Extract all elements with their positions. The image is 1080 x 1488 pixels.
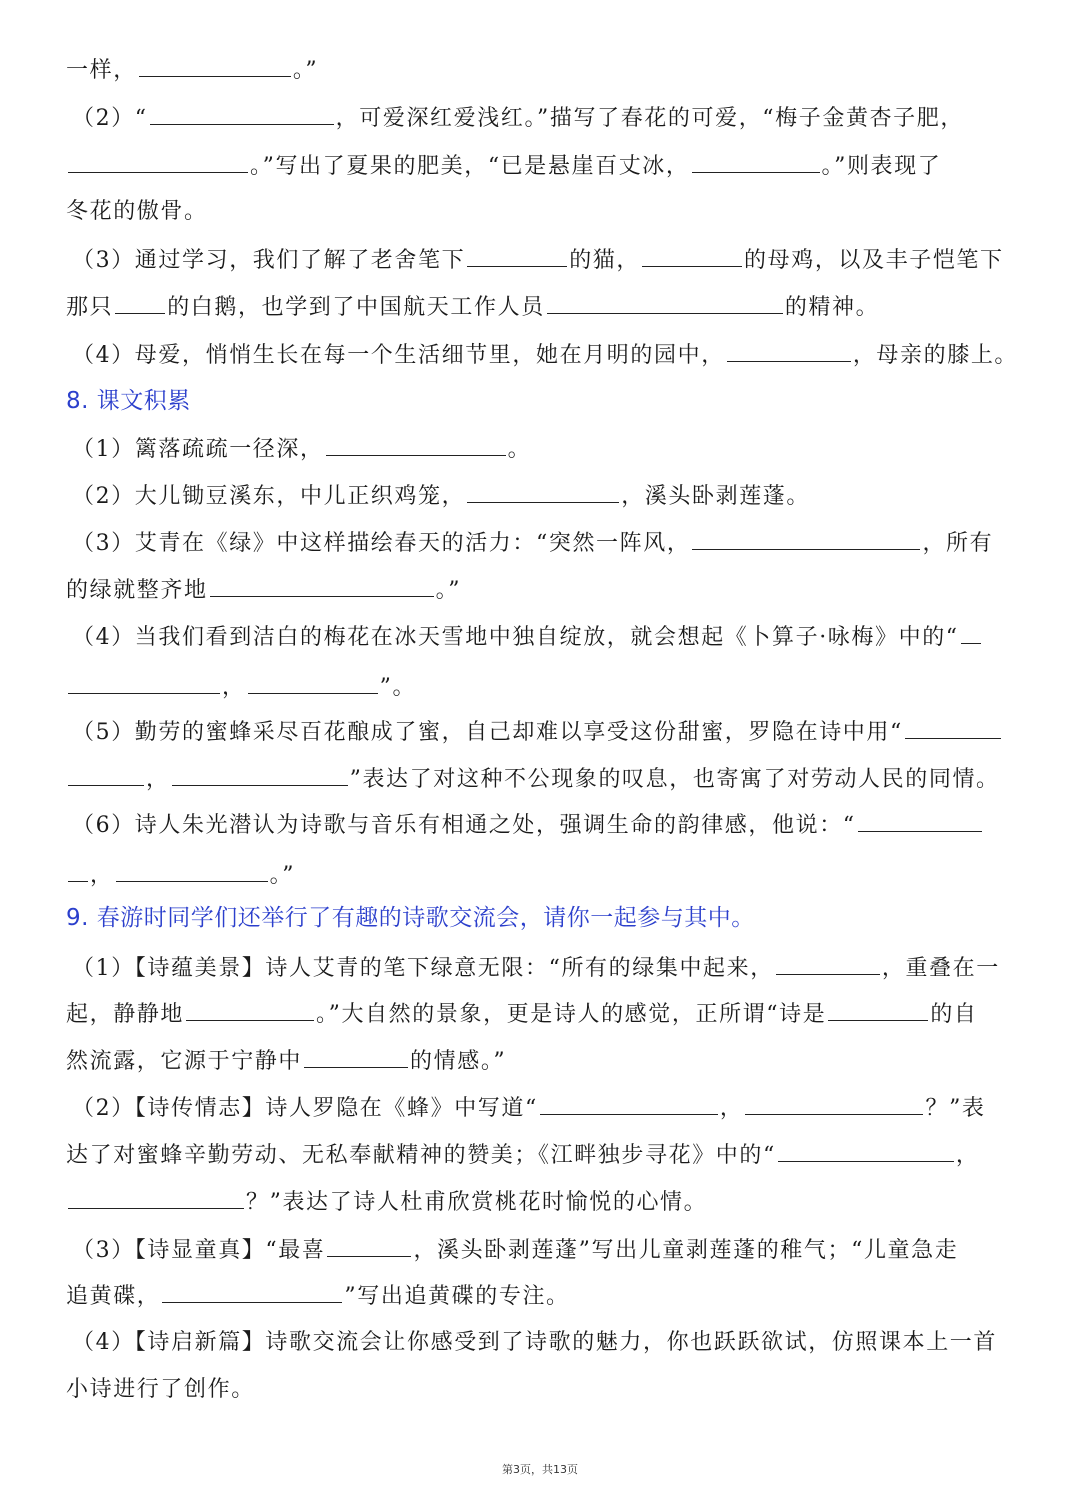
question-8-2: （2）大儿锄豆溪东，中儿正织鸡笼， ，溪头卧剥莲蓬。: [72, 480, 1020, 512]
page-footer: 第3页，共13页: [502, 1463, 578, 1476]
answer-blank[interactable]: [327, 1234, 411, 1257]
text-line: 的绿就整齐地 。”: [66, 574, 1020, 606]
text-line: 冬花的傲骨。: [66, 199, 208, 224]
question-9-2: （2）【诗传情志】诗人罗隐在《蜂》中写道“ ， ？”表: [72, 1092, 1020, 1124]
answer-blank[interactable]: [68, 1186, 244, 1209]
answer-blank[interactable]: [467, 244, 567, 267]
question-7-3: （3）通过学习，我们了解了老舍笔下 的猫， 的母鸡，以及丰子恺笔下: [72, 244, 1020, 276]
question-9-4: （4）【诗启新篇】诗歌交流会让你感受到了诗歌的魅力，你也跃跃欲试，仿照课本上一首: [72, 1330, 997, 1355]
text-line: 起，静静地 。”大自然的景象，更是诗人的感觉，正所谓“诗是 的自: [66, 998, 1020, 1030]
answer-blank[interactable]: [68, 671, 220, 694]
answer-blank[interactable]: [961, 621, 981, 644]
answer-blank[interactable]: [642, 244, 742, 267]
answer-blank[interactable]: [540, 1092, 718, 1115]
text-line: 那只 的白鹅，也学到了中国航天工作人员 的精神。: [66, 291, 1020, 323]
answer-blank[interactable]: [162, 1280, 342, 1303]
answer-blank[interactable]: [905, 716, 1001, 739]
question-8-6: （6）诗人朱光潜认为诗歌与音乐有相通之处，强调生命的韵律感，他说：“: [72, 809, 1020, 841]
section-8-heading: 8. 课文积累: [66, 388, 191, 414]
answer-blank[interactable]: [150, 102, 334, 125]
answer-blank[interactable]: [745, 1092, 923, 1115]
answer-blank[interactable]: [692, 150, 820, 173]
answer-blank[interactable]: [304, 1045, 408, 1068]
answer-blank[interactable]: [115, 291, 165, 314]
text-line: 然流露，它源于宁静中 的情感。”: [66, 1045, 1020, 1077]
answer-blank[interactable]: [547, 291, 783, 314]
answer-blank[interactable]: [467, 480, 619, 503]
answer-blank[interactable]: [68, 763, 144, 786]
answer-blank[interactable]: [776, 952, 880, 975]
answer-blank[interactable]: [326, 433, 506, 456]
answer-blank[interactable]: [186, 998, 314, 1021]
question-8-1: （1）篱落疏疏一径深， 。: [72, 433, 1020, 465]
answer-blank[interactable]: [692, 527, 920, 550]
answer-blank[interactable]: [858, 809, 982, 832]
answer-blank[interactable]: [248, 671, 378, 694]
answer-blank[interactable]: [68, 150, 248, 173]
section-9-heading: 9. 春游时同学们还举行了有趣的诗歌交流会，请你一起参与其中。: [66, 905, 755, 931]
answer-blank[interactable]: [172, 763, 348, 786]
answer-blank[interactable]: [210, 574, 434, 597]
answer-blank[interactable]: [139, 54, 291, 77]
text-line: 小诗进行了创作。: [66, 1377, 255, 1402]
text-line: 一样， 。”: [66, 54, 1020, 86]
answer-blank[interactable]: [828, 998, 928, 1021]
answer-blank[interactable]: [727, 339, 851, 362]
text-line: 达了对蜜蜂辛勤劳动、无私奉献精神的赞美；《江畔独步寻花》中的“ ，: [66, 1139, 1020, 1171]
question-8-3: （3）艾青在《绿》中这样描绘春天的活力：“突然一阵风， ，所有: [72, 527, 1020, 559]
question-7-2: （2）“ ，可爱深红爱浅红。”描写了春花的可爱，“梅子金黄杏子肥，: [72, 102, 1020, 134]
text-line: 。”写出了夏果的肥美，“已是悬崖百丈冰， 。”则表现了: [66, 150, 1020, 182]
question-9-3: （3）【诗显童真】“最喜 ，溪头卧剥莲蓬”写出儿童剥莲蓬的稚气；“儿童急走: [72, 1234, 1020, 1266]
text-line: ， ”。: [66, 671, 1020, 703]
answer-blank[interactable]: [778, 1139, 954, 1162]
question-7-4: （4）母爱，悄悄生长在每一个生活细节里，她在月明的园中， ，母亲的膝上。: [72, 339, 1020, 371]
question-8-5: （5）勤劳的蜜蜂采尽百花酿成了蜜，自己却难以享受这份甜蜜，罗隐在诗中用“: [72, 716, 1020, 748]
question-8-4: （4）当我们看到洁白的梅花在冰天雪地中独自绽放，就会想起《卜算子·咏梅》中的“: [72, 621, 1020, 653]
text-line: ？”表达了诗人杜甫欣赏桃花时愉悦的心情。: [66, 1186, 1020, 1218]
text-line: 追黄碟， ”写出追黄碟的专注。: [66, 1280, 1020, 1312]
question-9-1: （1）【诗蕴美景】诗人艾青的笔下绿意无限：“所有的绿集中起来， ，重叠在一: [72, 952, 1020, 984]
answer-blank[interactable]: [68, 859, 88, 882]
text-line: ， 。”: [66, 859, 1020, 891]
answer-blank[interactable]: [116, 859, 268, 882]
text-line: ， ”表达了对这种不公现象的叹息，也寄寓了对劳动人民的同情。: [66, 763, 1020, 795]
